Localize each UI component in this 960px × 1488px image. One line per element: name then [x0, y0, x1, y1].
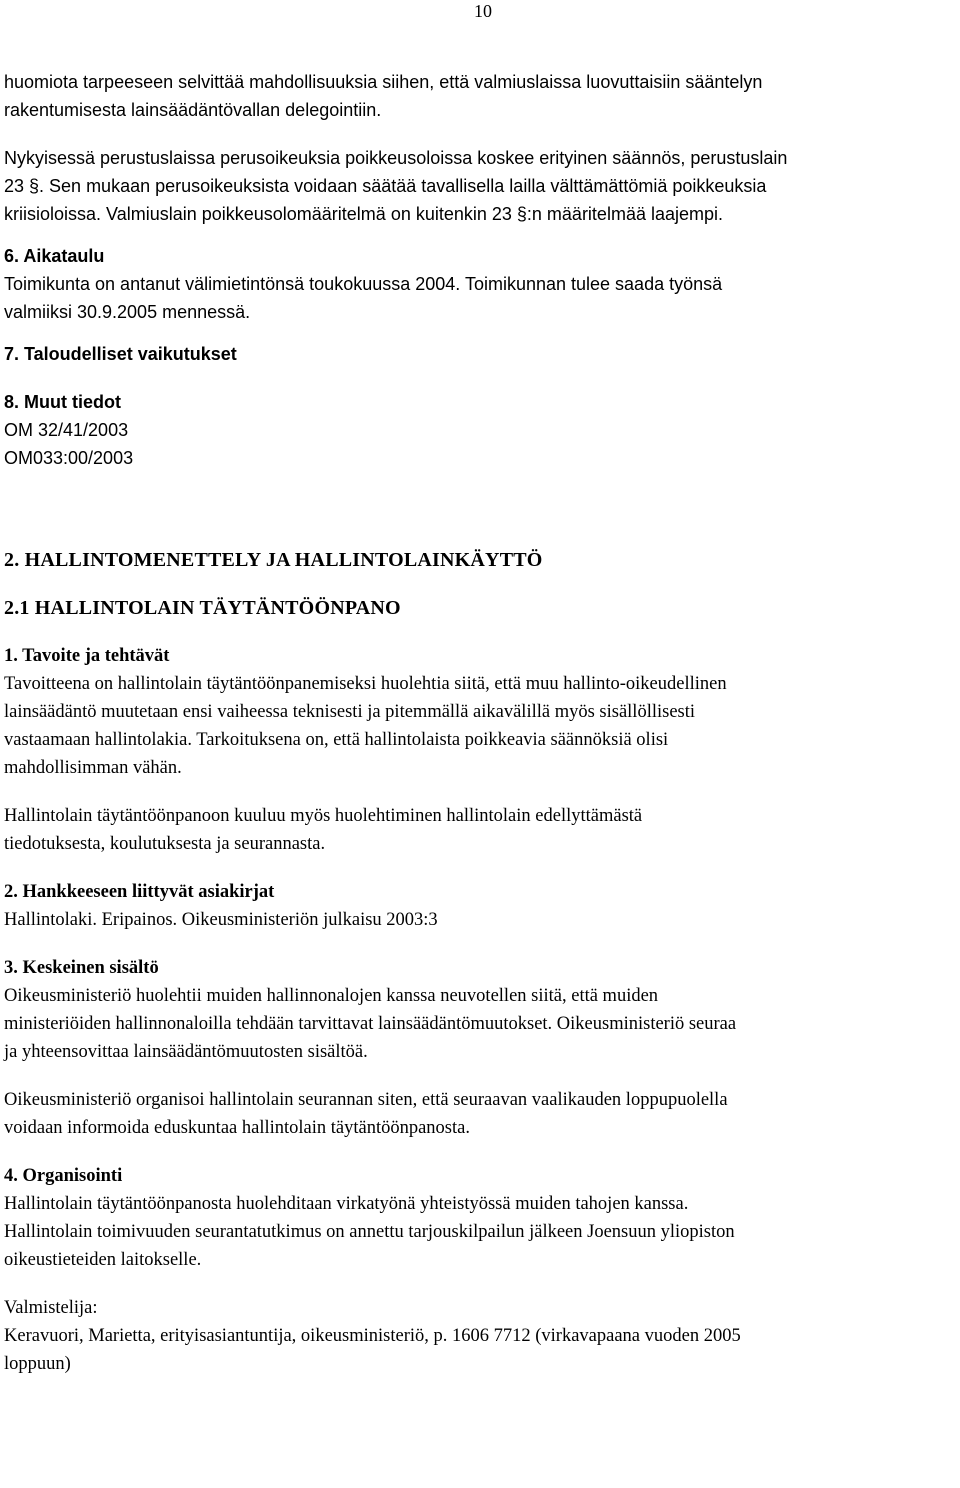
text-line: voidaan informoida eduskuntaa hallintolain täytäntöönpanosta. — [4, 1118, 470, 1138]
section-heading: 7. Taloudelliset vaikutukset — [4, 344, 237, 364]
text-line: ja yhteensovittaa lainsäädäntömuutosten sisältöä. — [4, 1042, 368, 1062]
topic-1-paragraph-2 — [4, 802, 956, 858]
section-8 — [4, 388, 956, 472]
section-6 — [4, 242, 956, 326]
main-heading: 2. HALLINTOMENETTELY JA HALLINTOLAINKÄYTTÖ — [4, 549, 543, 571]
text-line: kriisioloissa. Valmiuslain poikkeusolomääritelmä on kuitenkin 23 §:n määritelmää laajempi. — [4, 204, 723, 224]
topic-4 — [4, 1162, 956, 1274]
text-line: lainsäädäntö muutetaan ensi vaiheessa teknisesti ja pitemmällä aikavälillä myös sisällöllisesti — [4, 702, 696, 722]
preparer — [4, 1294, 956, 1378]
section-7 — [4, 340, 956, 368]
section-heading: 1. Tavoite ja tehtävät — [4, 646, 170, 666]
text-line: vastaamaan hallintolakia. Tarkoituksena on, että hallintolaista poikkeavia säännöksiä olisi — [4, 730, 669, 750]
preparer-label: Valmistelija: — [4, 1298, 98, 1318]
text-line: OM 32/41/2003 — [4, 420, 129, 440]
page-number: 10 — [474, 1, 492, 21]
topic-3 — [4, 954, 956, 1066]
text-line: Hallintolain täytäntöönpanosta huolehditaan virkatyönä yhteistyössä muiden tahojen kanssa. — [4, 1194, 689, 1214]
section-heading: 8. Muut tiedot — [4, 392, 121, 412]
text-line: Nykyisessä perustuslaissa perusoikeuksia poikkeusoloissa koskee erityinen säännös, perustuslain — [4, 148, 788, 168]
text-line: valmiiksi 30.9.2005 mennessä. — [4, 302, 251, 322]
text-line: 23 §. Sen mukaan perusoikeuksista voidaan säätää tavallisella lailla välttämättömiä poikkeuksia — [4, 176, 767, 196]
topic-1 — [4, 642, 956, 782]
text-line: oikeustieteiden laitokselle. — [4, 1250, 202, 1270]
topic-2 — [4, 878, 956, 934]
text-line: Hallintolain toimivuuden seurantatutkimus on annettu tarjouskilpailun jälkeen Joensuun yliopiston — [4, 1222, 735, 1242]
section-heading: 3. Keskeinen sisältö — [4, 958, 159, 978]
text-line: mahdollisimman vähän. — [4, 758, 182, 778]
section-heading: 4. Organisointi — [4, 1166, 123, 1186]
section-heading: 2. Hankkeeseen liittyvät asiakirjat — [4, 882, 275, 902]
text-line: ministeriöiden hallinnonaloilla tehdään tarvittavat lainsäädäntömuutokset. Oikeusministeriö seuraa — [4, 1014, 737, 1034]
sub-heading: 2.1 HALLINTOLAIN TÄYTÄNTÖÖNPANO — [4, 597, 401, 619]
text-line: Oikeusministeriö organisoi hallintolain seurannan siten, että seuraavan vaalikauden loppupuolella — [4, 1090, 728, 1110]
intro-paragraph-2 — [4, 144, 956, 228]
topic-3-paragraph-2 — [4, 1086, 956, 1142]
text-line: OM033:00/2003 — [4, 448, 134, 468]
text-line: Oikeusministeriö huolehtii muiden hallinnonalojen kanssa neuvotellen siitä, että muiden — [4, 986, 659, 1006]
document-body — [4, 68, 956, 1378]
text-line: tiedotuksesta, koulutuksesta ja seurannasta. — [4, 834, 326, 854]
section-heading: 6. Aikataulu — [4, 246, 105, 266]
text-line: Keravuori, Marietta, erityisasiantuntija, oikeusministeriö, p. 1606 7712 (virkavapaana vuoden 2005 — [4, 1326, 741, 1346]
text-line: loppuun) — [4, 1354, 71, 1374]
text-line: Hallintolain täytäntöönpanoon kuuluu myös huolehtiminen hallintolain edellyttämästä — [4, 806, 643, 826]
text-line: rakentumisesta lainsäädäntövallan delegointiin. — [4, 100, 382, 120]
text-line: Tavoitteena on hallintolain täytäntöönpanemiseksi huolehtia siitä, että muu hallinto-oikeudellinen — [4, 674, 727, 694]
intro-paragraph-1 — [4, 68, 956, 124]
text-line: huomiota tarpeeseen selvittää mahdollisuuksia siihen, että valmiuslaissa luovuttaisiin sääntelyn — [4, 72, 763, 92]
text-line: Toimikunta on antanut välimietintönsä toukokuussa 2004. Toimikunnan tulee saada työnsä — [4, 274, 723, 294]
text-line: Hallintolaki. Eripainos. Oikeusministeriön julkaisu 2003:3 — [4, 910, 438, 930]
